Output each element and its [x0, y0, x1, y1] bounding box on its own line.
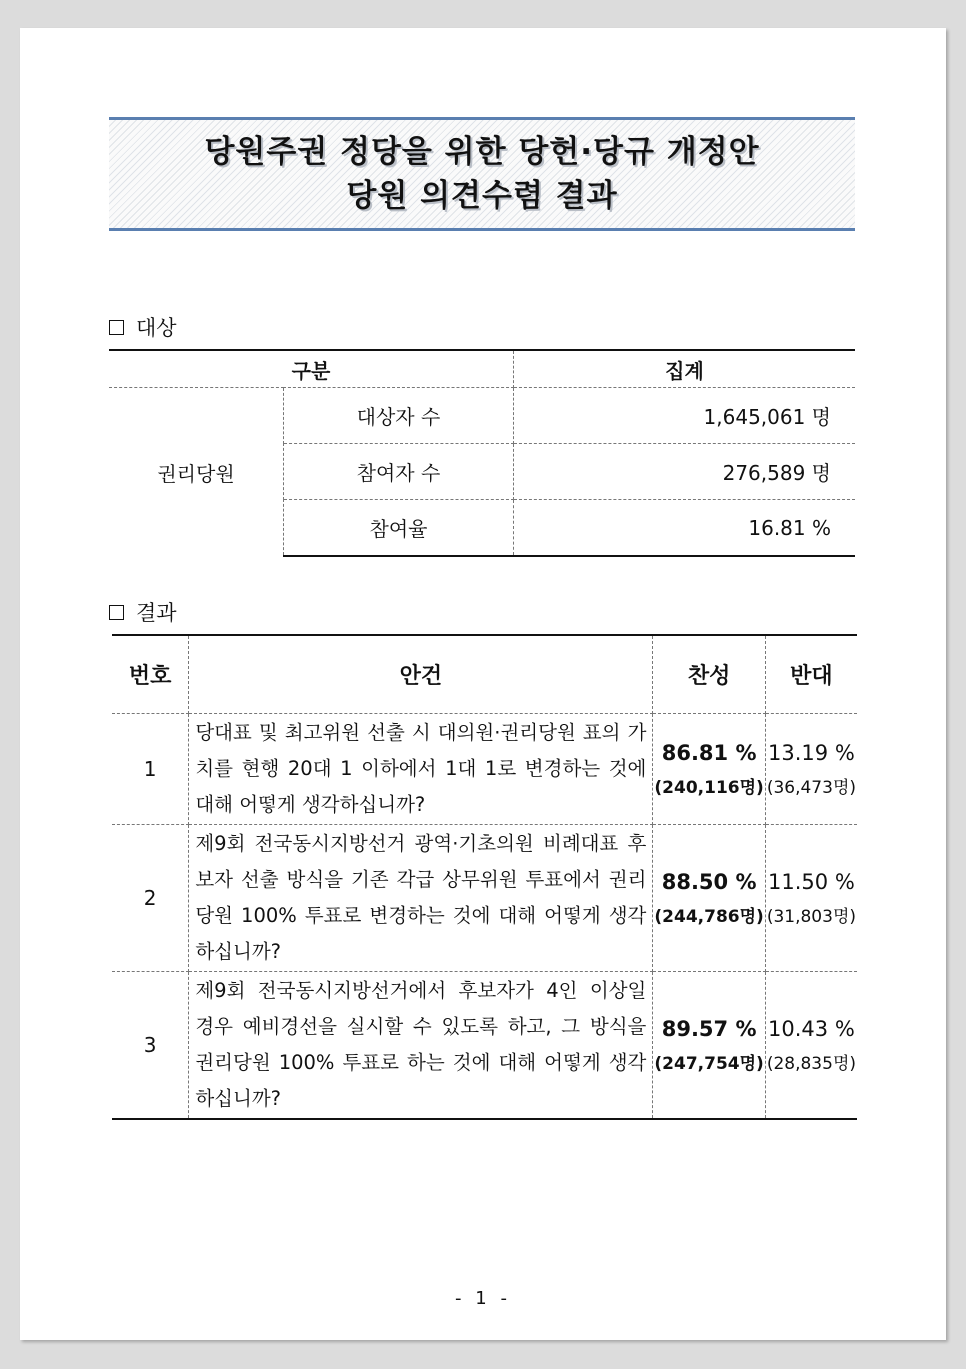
row-value: 276,589 명	[514, 444, 856, 500]
section-target-label: 대상	[136, 316, 177, 340]
square-bullet-icon	[109, 320, 124, 335]
oppose-count: (36,473명)	[766, 777, 856, 798]
oppose-count: (31,803명)	[766, 906, 856, 927]
header-agenda: 안건	[189, 635, 653, 714]
row-oppose	[765, 825, 857, 972]
section-result-heading	[109, 597, 177, 627]
oppose-percent: 11.50 %	[768, 869, 855, 894]
header-number: 번호	[112, 635, 189, 714]
row-value: 16.81 %	[514, 500, 856, 557]
row-approve	[653, 825, 765, 972]
row-label: 대상자 수	[284, 388, 514, 444]
row-label: 참여율	[284, 500, 514, 557]
header-approve: 찬성	[653, 635, 765, 714]
header-total: 집계	[514, 350, 856, 388]
row-label: 참여자 수	[284, 444, 514, 500]
square-bullet-icon	[109, 605, 124, 620]
section-target-heading	[109, 312, 177, 342]
section-result-label: 결과	[136, 601, 177, 625]
oppose-percent: 13.19 %	[768, 740, 855, 765]
row-approve	[653, 714, 765, 825]
approve-percent: 89.57 %	[661, 1016, 757, 1041]
result-table-header	[112, 635, 857, 714]
document-page	[20, 28, 946, 1340]
result-table	[112, 634, 857, 1120]
table-row	[109, 388, 855, 444]
title-box	[109, 117, 855, 231]
row-oppose	[765, 972, 857, 1120]
row-approve	[653, 972, 765, 1120]
table-row	[112, 972, 857, 1120]
header-oppose: 반대	[765, 635, 857, 714]
table-row	[112, 825, 857, 972]
approve-percent: 86.81 %	[661, 740, 757, 765]
row-number: 2	[112, 825, 189, 972]
approve-count: (244,786명)	[654, 906, 764, 927]
target-table	[109, 349, 855, 557]
oppose-percent: 10.43 %	[768, 1016, 855, 1041]
row-agenda: 제9회 전국동시지방선거에서 후보자가 4인 이상일 경우 예비경선을 실시할 수 있도록 하고, 그 방식을 권리당원 100% 투표로 하는 것에 대해 어떻게 생각하십니까?	[189, 972, 653, 1120]
category-cell: 권리당원	[109, 388, 284, 557]
row-number: 1	[112, 714, 189, 825]
approve-count: (247,754명)	[654, 1053, 764, 1074]
approve-percent: 88.50 %	[661, 869, 757, 894]
row-value: 1,645,061 명	[514, 388, 856, 444]
row-agenda: 제9회 전국동시지방선거 광역·기초의원 비례대표 후보자 선출 방식을 기존 각급 상무위원 투표에서 권리당원 100% 투표로 변경하는 것에 대해 어떻게 생각하십니까?	[189, 825, 653, 972]
title-line-2: 당원 의견수렴 결과	[346, 178, 618, 214]
page-number: - 1 -	[455, 1288, 511, 1309]
table-row	[112, 714, 857, 825]
row-number: 3	[112, 972, 189, 1120]
header-category: 구분	[109, 350, 514, 388]
target-table-header	[109, 350, 855, 388]
oppose-count: (28,835명)	[766, 1053, 856, 1074]
row-oppose	[765, 714, 857, 825]
title-line-1: 당원주권 정당을 위한 당헌·당규 개정안	[204, 134, 760, 170]
approve-count: (240,116명)	[654, 777, 764, 798]
row-agenda: 당대표 및 최고위원 선출 시 대의원·권리당원 표의 가치를 현행 20대 1 이하에서 1대 1로 변경하는 것에 대해 어떻게 생각하십니까?	[189, 714, 653, 825]
